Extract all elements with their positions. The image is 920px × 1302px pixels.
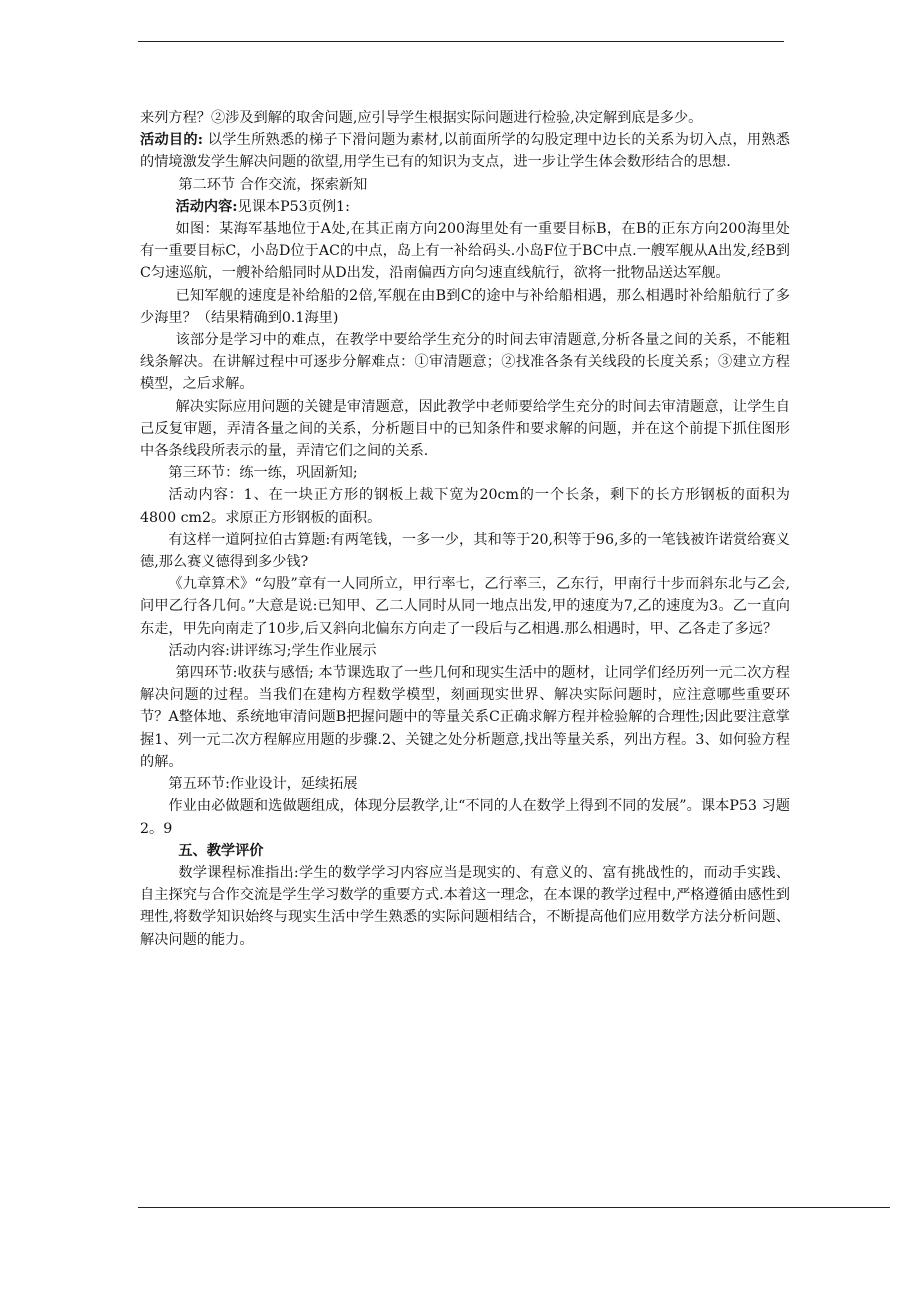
paragraph-difficulty: 该部分是学习中的难点，在教学中要给学生充分的时间去审清题意,分析各量之间的关系，不能粗线条解决。在讲解过程中可逐步分解难点：①审清题意；②找准各条有关线段的长度关系；③建立方程模型，之后求解。 [140, 332, 790, 393]
paragraph-activity-content [140, 196, 790, 218]
section-heading-4: 第四环节:收获与感悟; 本节课选取了一些几何和现实生活中的题材，让同学们经历列一元二次方程解决问题的过程。当我们在建构方程数学模型，刻画现实世界、解决实际问题时，应注意哪些重要环节？A整体地、系统地审清问题B把握问题中的等量关系C正确求解方程并检验解的合理性;因此要注意掌握1、列一元二次方程解应用题的步骤.2、关键之处分析题意,找出等量关系，列出方程。3、如何验方程的解。 [140, 665, 790, 770]
activity-content-label: 活动内容: [175, 198, 238, 215]
paragraph-example-question: 已知军舰的速度是补给船的2倍,军舰在由B到C的途中与补给船相遇，那么相遇时补给船航行了多少海里？（结果精确到0.1海里) [140, 287, 790, 326]
header-rule [138, 41, 784, 42]
paragraph-key-point: 解决实际应用问题的关键是审清题意，因此教学中老师要给学生充分的时间去审清题意，让学生自己反复审题，弄清各量之间的关系，分析题目中的已知条件和要求解的问题，并在这个前提下抓住图形中各条线段所表示的量，弄清它们之间的关系. [140, 398, 790, 460]
paragraph-evaluation: 数学课程标准指出:学生的数学学习内容应当是现实的、有意义的、富有挑战性的，而动手实践、自主探究与合作交流是学生学习数学的重要方式.本着这一理念，在本课的教学过程中,严格遵循由感性到理性,将数学知识始终与现实生活中学生熟悉的实际问题相结合，不断提高他们应用数学方法分析问题、解决问题的能力。 [140, 864, 790, 948]
paragraph-exercise-3: 《九章算术》“勾股”章有一人同所立，甲行率七，乙行率三，乙东行，甲南行十步而斜东北与乙会,问甲乙行各几何。”大意是说:已知甲、乙二人同时从同一地点出发,甲的速度为7,乙的速度为3。乙一直向东走，甲先向南走了10步,后又斜向北偏东方向走了一段后与乙相遇.那么相遇时，甲、乙各走了多远？ [140, 576, 790, 637]
activity-purpose-label: 活动目的: [140, 132, 204, 149]
footer-rule [138, 1207, 890, 1208]
paragraph-activity-purpose [140, 129, 790, 173]
section-heading-3: 第三环节：练一练，巩固新知; [168, 465, 358, 482]
activity-content-text: 见课本P53页例1: [237, 198, 350, 215]
document-body [140, 107, 790, 951]
section-heading-2: 第二环节 合作交流，探索新知 [178, 176, 368, 193]
paragraph-review: 活动内容:讲评练习;学生作业展示 [168, 642, 377, 659]
paragraph-homework: 作业由必做题和选做题组成，体现分层教学,让“不同的人在数学上得到不同的发展”。课本P53 习题2。9 [140, 798, 790, 837]
activity-purpose-text: 以学生所熟悉的梯子下滑问题为素材,以前面所学的勾股定理中边长的关系为切入点，用熟悉的情境激发学生解决问题的欲望,用学生已有的知识为支点，进一步让学生体会数形结合的思想. [140, 132, 790, 171]
section-heading-5: 第五环节:作业设计，延续拓展 [168, 776, 358, 793]
paragraph-example-problem: 如图：某海军基地位于A处,在其正南方向200海里处有一重要目标B，在B的正东方向200海里处有一重要目标C，小岛D位于AC的中点，岛上有一补给码头.小岛F位于BC中点.一艘军舰从A出发,经B到C匀速巡航，一艘补给船同时从D出发，沿南偏西方向匀速直线航行，欲将一批物品送达军舰。 [140, 221, 790, 282]
paragraph-equation-tips: 来列方程？②涉及到解的取舍问题,应引导学生根据实际问题进行检验,决定解到底是多少。 [140, 110, 703, 126]
paragraph-exercise-2: 有这样一道阿拉伯古算题:有两笔钱，一多一少，其和等于20,积等于96,多的一笔钱被许诺赏给赛义德,那么赛义德得到多少钱? [140, 531, 790, 571]
paragraph-exercise-1: 活动内容：1、在一块正方形的钢板上裁下宽为20cm的一个长条，剩下的长方形钢板的面积为4800 cm2。求原正方形钢板的面积。 [140, 487, 790, 526]
section-heading-evaluation: 五、教学评价 [178, 842, 264, 859]
